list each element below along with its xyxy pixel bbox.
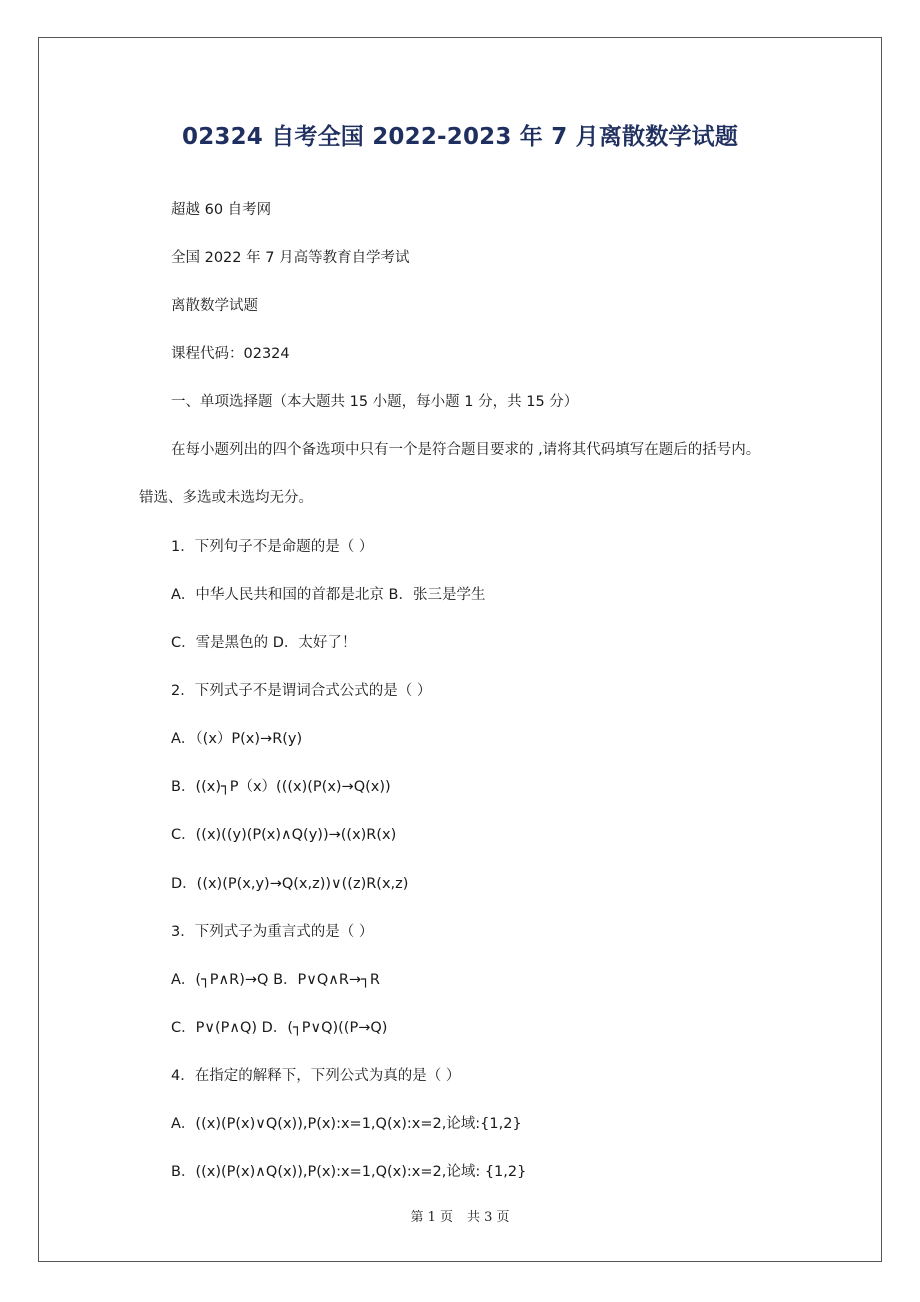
question-1-options-ab: A．中华人民共和国的首都是北京 B．张三是学生 <box>171 587 486 603</box>
instruction-line: 在每小题列出的四个备选项中只有一个是符合题目要求的 ,请将其代码填写在题后的括号内。 <box>171 442 761 458</box>
source-line: 超越 60 自考网 <box>171 202 272 218</box>
course-code-line: 课程代码：02324 <box>171 346 290 362</box>
page-total: 共 3 页 <box>467 1210 510 1225</box>
question-4-option-b: B．((x)(P(x)∧Q(x)),P(x):x=1,Q(x):x=2,论域: {1,2} <box>171 1164 527 1180</box>
instruction-continuation: 错选、多选或未选均无分。 <box>139 490 313 506</box>
page-number: 第 1 页 <box>410 1210 453 1225</box>
question-1-options-cd: C．雪是黑色的 D．太好了！ <box>171 635 357 651</box>
document-title: 02324 自考全国 2022-2023 年 7 月离散数学试题 <box>181 124 739 150</box>
page-footer <box>0 1206 920 1225</box>
section-heading: 一、单项选择题（本大题共 15 小题，每小题 1 分，共 15 分） <box>171 394 579 410</box>
question-2: 2．下列式子不是谓词合式公式的是（ ） <box>171 683 432 699</box>
question-3: 3．下列式子为重言式的是（ ） <box>171 924 374 940</box>
question-2-option-c: C．((x)((y)(P(x)∧Q(y))→((x)R(x) <box>171 827 397 843</box>
question-3-options-cd: C．P∨(P∧Q) D．(┐P∨Q)((P→Q) <box>171 1020 388 1036</box>
question-4-option-a: A．((x)(P(x)∨Q(x)),P(x):x=1,Q(x):x=2,论域:{1,2} <box>171 1116 522 1132</box>
question-2-option-b: B．((x)┐P（x）(((x)(P(x)→Q(x)) <box>171 779 391 795</box>
subject-line: 离散数学试题 <box>171 298 258 314</box>
question-3-options-ab: A．(┐P∧R)→Q B．P∨Q∧R→┐R <box>171 972 380 988</box>
question-1: 1．下列句子不是命题的是（ ） <box>171 539 374 555</box>
question-2-option-d: D．((x)(P(x,y)→Q(x,z))∨((z)R(x,z) <box>171 876 409 892</box>
question-2-option-a: A．（(x）P(x)→R(y) <box>171 731 303 747</box>
question-4: 4．在指定的解释下，下列公式为真的是（ ） <box>171 1068 461 1084</box>
exam-name-line: 全国 2022 年 7 月高等教育自学考试 <box>171 250 410 266</box>
